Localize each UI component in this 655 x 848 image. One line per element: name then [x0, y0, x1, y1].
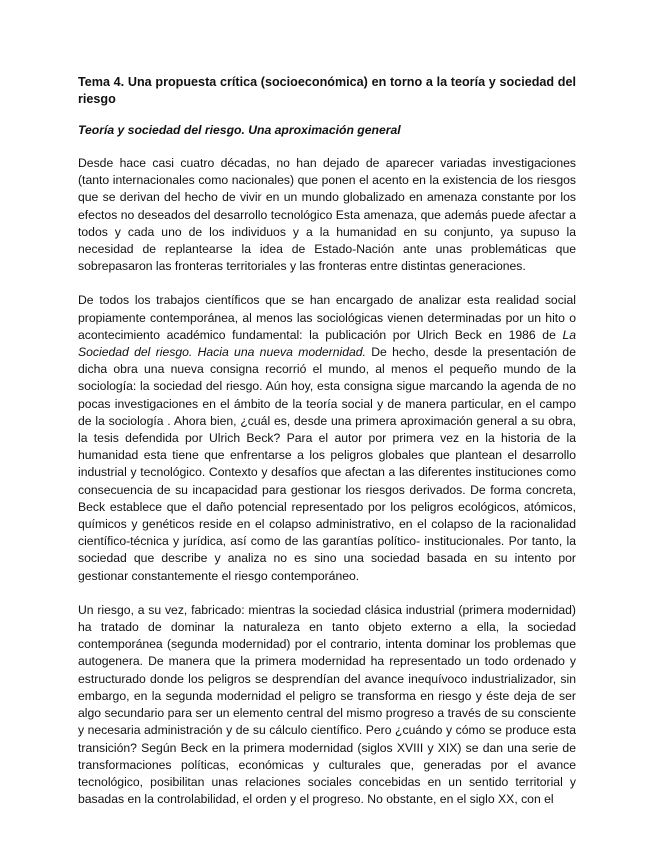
document-title: Tema 4. Una propuesta crítica (socioeconómica) en torno a la teoría y sociedad del riesgo — [78, 75, 576, 106]
document-page — [78, 74, 576, 808]
paragraph-1: Desde hace casi cuatro décadas, no han dejado de aparecer variadas investigaciones (tanto internacionales como nacionales) que ponen el acento en la existencia de los riesgos que se derivan del hecho de vivir en un mundo globalizado en amenaza constante por los efectos no deseados del desarrollo tecnológico Esta amenaza, que además puede afectar a todos y cada uno de los individuos y a la humanidad en su conjunto, ya supuso la necesidad de replantearse la idea de Estado-Nación ante unas problemáticas que sobrepasaron las fronteras territoriales y las fronteras entre distintas generaciones. — [78, 156, 576, 274]
paragraph-2-text-after: De hecho, desde la presentación de dicha obra una nueva consigna recorrió el mundo, al menos el pequeño mundo de la sociología: la sociedad del riesgo. Aún hoy, esta consigna sigue marcando la agenda de no pocas investigaciones en el ámbito de la teoría social y de manera particular, en el campo de la sociología . Ahora bien, ¿cuál es, desde una primera aproximación general a su obra, la tesis defendida por Ulrich Beck? Para el autor por primera vez en la historia de la humanidad esta tiene que enfrentarse a los peligros globales que plantean el desarrollo industrial y tecnológico. Contexto y desafíos que afectan a las diferentes instituciones como consecuencia de su incapacidad para gestionar los riesgos derivados. De forma concreta, Beck establece que el daño potencial representado por los peligros ecológicos, atómicos, químicos y genéticos reside en el colapso administrativo, en el colapso de la racionalidad científico-técnica y jurídica, así como de las garantías político- institucionales. Por tanto, la sociedad que describe y analiza no es sino una sociedad basada en su intento por gestionar constantemente el riesgo contemporáneo. — [78, 345, 576, 583]
paragraph-2-text-before: De todos los trabajos científicos que se han encargado de analizar esta realidad social propiamente contemporánea, al menos las sociológicas vienen determinadas por un hito o acontecimiento académico fundamental: la publicación por Ulrich Beck en 1986 de — [78, 293, 576, 342]
book-title: La Sociedad del riesgo. Hacia una nueva modernidad. — [78, 327, 576, 360]
paragraph-2 — [78, 292, 576, 584]
section-subtitle: Teoría y sociedad del riesgo. Una aproximación general — [78, 123, 401, 137]
paragraph-3: Un riesgo, a su vez, fabricado: mientras la sociedad clásica industrial (primera modernidad) ha tratado de dominar la naturaleza en tanto objeto externo a ella, la sociedad contemporánea (segunda modernidad) por el contrario, intenta dominar los problemas que autogenera. De manera que la primera modernidad ha representado un todo ordenado y estructurado donde los peligros se desprendían del avance inequívoco industrializador, sin embargo, en la segunda modernidad el peligro se transforma en riesgo y éste deja de ser algo secundario para ser un elemento central del mismo progreso a través de su consciente y necesaria administración y de su cálculo científico. Pero ¿cuándo y cómo se produce esta transición? Según Beck en la primera modernidad (siglos XVIII y XIX) se dan una serie de transformaciones políticas, económicas y culturales que, generadas por el avance tecnológico, posibilitan unas relaciones sociales concebidas en un sentido territorial y basadas en la controlabilidad, el orden y el progreso. No obstante, en el siglo XX, con el — [78, 602, 576, 807]
